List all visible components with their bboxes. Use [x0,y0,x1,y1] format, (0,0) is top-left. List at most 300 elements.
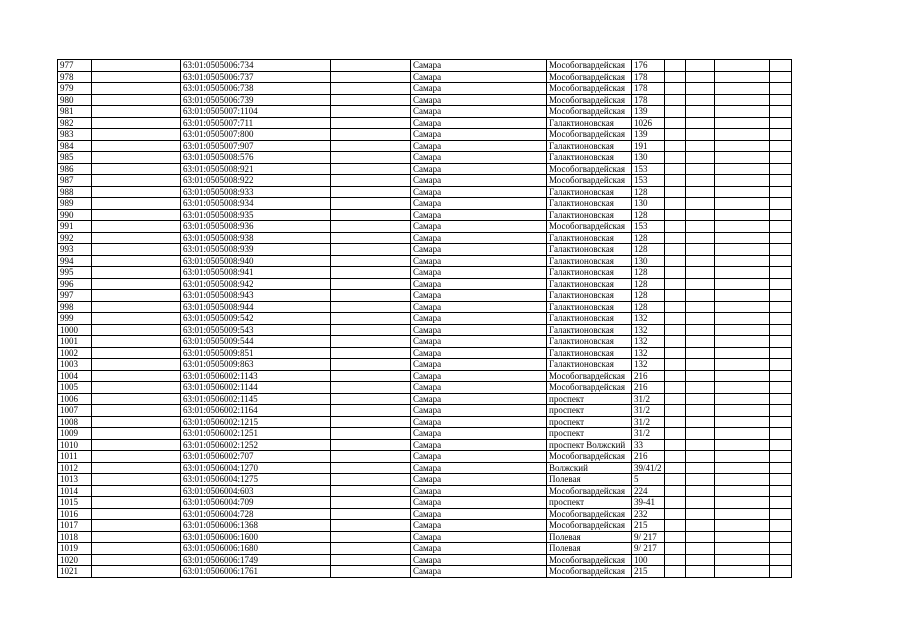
extra-col-cell [769,129,791,141]
cadastral-number-cell: 63:01:0505008:934 [181,198,331,210]
row-number-cell: 1007 [58,405,92,417]
blank-col-cell [92,520,181,532]
house-number-cell: 31/2 [632,393,665,405]
house-number-cell: 139 [632,129,665,141]
blank-col-cell [92,393,181,405]
cadastral-number-cell: 63:01:0505008:933 [181,186,331,198]
city-cell: Самара [411,531,547,543]
extra-col-cell [685,198,714,210]
street-cell: Мособогвардейская [547,382,632,394]
table-row [58,106,792,118]
blank-col-cell [331,520,411,532]
extra-col-cell [664,497,685,509]
street-cell: проспект Волжский [547,439,632,451]
row-number-cell: 987 [58,175,92,187]
house-number-cell: 153 [632,221,665,233]
table-row [58,428,792,440]
row-number-cell: 1002 [58,347,92,359]
street-cell: проспект [547,416,632,428]
extra-col-cell [714,106,769,118]
extra-col-cell [769,290,791,302]
extra-col-cell [769,405,791,417]
table-row [58,267,792,279]
cadastral-number-cell: 63:01:0505009:544 [181,336,331,348]
street-cell: Галактионовская [547,324,632,336]
blank-col-cell [92,566,181,578]
house-number-cell: 232 [632,508,665,520]
city-cell: Самара [411,106,547,118]
blank-col-cell [331,163,411,175]
row-number-cell: 1005 [58,382,92,394]
extra-col-cell [664,71,685,83]
row-number-cell: 983 [58,129,92,141]
extra-col-cell [714,474,769,486]
house-number-cell: 153 [632,163,665,175]
blank-col-cell [331,474,411,486]
extra-col-cell [664,543,685,555]
extra-col-cell [664,198,685,210]
blank-col-cell [331,531,411,543]
table-row [58,543,792,555]
row-number-cell: 1013 [58,474,92,486]
blank-col-cell [92,324,181,336]
extra-col-cell [714,244,769,256]
table-row [58,152,792,164]
extra-col-cell [664,221,685,233]
row-number-cell: 996 [58,278,92,290]
house-number-cell: 178 [632,83,665,95]
extra-col-cell [664,106,685,118]
cadastral-number-cell: 63:01:0506004:1275 [181,474,331,486]
extra-col-cell [664,370,685,382]
blank-col-cell [92,140,181,152]
extra-col-cell [685,474,714,486]
blank-col-cell [92,106,181,118]
extra-col-cell [685,531,714,543]
city-cell: Самара [411,278,547,290]
extra-col-cell [664,129,685,141]
extra-col-cell [685,71,714,83]
table-row [58,416,792,428]
extra-col-cell [664,428,685,440]
extra-col-cell [685,428,714,440]
extra-col-cell [685,324,714,336]
extra-col-cell [714,175,769,187]
extra-col-cell [664,324,685,336]
street-cell: Мособогвардейская [547,451,632,463]
blank-col-cell [92,359,181,371]
extra-col-cell [769,221,791,233]
extra-col-cell [664,140,685,152]
row-number-cell: 988 [58,186,92,198]
row-number-cell: 1020 [58,554,92,566]
blank-col-cell [92,267,181,279]
city-cell: Самара [411,497,547,509]
blank-col-cell [92,485,181,497]
extra-col-cell [714,497,769,509]
row-number-cell: 1000 [58,324,92,336]
blank-col-cell [331,106,411,118]
extra-col-cell [714,554,769,566]
extra-col-cell [685,393,714,405]
street-cell: Галактионовская [547,198,632,210]
street-cell: Полевая [547,543,632,555]
extra-col-cell [769,531,791,543]
table-row [58,462,792,474]
house-number-cell: 176 [632,60,665,72]
street-cell: Галактионовская [547,117,632,129]
blank-col-cell [92,497,181,509]
blank-col-cell [331,60,411,72]
house-number-cell: 31/2 [632,428,665,440]
street-cell: Галактионовская [547,267,632,279]
extra-col-cell [685,370,714,382]
extra-col-cell [685,221,714,233]
house-number-cell: 130 [632,198,665,210]
house-number-cell: 139 [632,106,665,118]
house-number-cell: 39-41 [632,497,665,509]
table-row [58,485,792,497]
house-number-cell: 132 [632,359,665,371]
table-row [58,359,792,371]
blank-col-cell [331,267,411,279]
city-cell: Самара [411,324,547,336]
blank-col-cell [331,152,411,164]
house-number-cell: 31/2 [632,405,665,417]
cadastral-number-cell: 63:01:0505009:851 [181,347,331,359]
cadastral-number-cell: 63:01:0505008:938 [181,232,331,244]
blank-col-cell [331,416,411,428]
extra-col-cell [714,508,769,520]
extra-col-cell [769,152,791,164]
blank-col-cell [331,462,411,474]
blank-col-cell [331,94,411,106]
blank-col-cell [331,543,411,555]
city-cell: Самара [411,462,547,474]
extra-col-cell [769,370,791,382]
street-cell: проспект [547,405,632,417]
cadastral-number-cell: 63:01:0506006:1368 [181,520,331,532]
house-number-cell: 128 [632,301,665,313]
extra-col-cell [769,451,791,463]
extra-col-cell [664,382,685,394]
extra-col-cell [664,485,685,497]
extra-col-cell [664,462,685,474]
table-row [58,117,792,129]
cadastral-number-cell: 63:01:0505008:935 [181,209,331,221]
extra-col-cell [769,428,791,440]
extra-col-cell [769,186,791,198]
extra-col-cell [664,83,685,95]
blank-col-cell [92,94,181,106]
extra-col-cell [685,520,714,532]
blank-col-cell [92,232,181,244]
street-cell: Мособогвардейская [547,71,632,83]
extra-col-cell [664,117,685,129]
street-cell: Галактионовская [547,290,632,302]
extra-col-cell [714,313,769,325]
blank-col-cell [331,255,411,267]
row-number-cell: 1003 [58,359,92,371]
cadastral-number-cell: 63:01:0505006:737 [181,71,331,83]
table-row [58,278,792,290]
table-row [58,531,792,543]
extra-col-cell [664,290,685,302]
blank-col-cell [92,60,181,72]
extra-col-cell [685,175,714,187]
cadastral-number-cell: 63:01:0505008:922 [181,175,331,187]
city-cell: Самара [411,175,547,187]
street-cell: Мособогвардейская [547,566,632,578]
extra-col-cell [769,117,791,129]
city-cell: Самара [411,290,547,302]
table-row [58,336,792,348]
extra-col-cell [714,198,769,210]
blank-col-cell [92,439,181,451]
blank-col-cell [92,209,181,221]
cadastral-number-cell: 63:01:0506006:1680 [181,543,331,555]
extra-col-cell [685,106,714,118]
extra-col-cell [714,566,769,578]
extra-col-cell [769,393,791,405]
cadastral-number-cell: 63:01:0505009:542 [181,313,331,325]
house-number-cell: 216 [632,370,665,382]
cadastral-number-cell: 63:01:0505008:942 [181,278,331,290]
street-cell: Галактионовская [547,336,632,348]
blank-col-cell [331,497,411,509]
city-cell: Самара [411,485,547,497]
house-number-cell: 130 [632,152,665,164]
extra-col-cell [769,198,791,210]
city-cell: Самара [411,347,547,359]
city-cell: Самара [411,140,547,152]
extra-col-cell [714,209,769,221]
city-cell: Самара [411,336,547,348]
cadastral-number-cell: 63:01:0506002:707 [181,451,331,463]
city-cell: Самара [411,405,547,417]
table-row [58,221,792,233]
table-row [58,255,792,267]
city-cell: Самара [411,198,547,210]
row-number-cell: 1010 [58,439,92,451]
extra-col-cell [769,347,791,359]
blank-col-cell [331,198,411,210]
row-number-cell: 980 [58,94,92,106]
extra-col-cell [769,439,791,451]
extra-col-cell [664,163,685,175]
blank-col-cell [331,382,411,394]
row-number-cell: 1019 [58,543,92,555]
blank-col-cell [92,129,181,141]
blank-col-cell [331,554,411,566]
street-cell: Галактионовская [547,359,632,371]
row-number-cell: 993 [58,244,92,256]
blank-col-cell [331,485,411,497]
blank-col-cell [92,370,181,382]
extra-col-cell [685,209,714,221]
row-number-cell: 1012 [58,462,92,474]
blank-col-cell [92,83,181,95]
table-row [58,520,792,532]
blank-col-cell [92,382,181,394]
street-cell: Галактионовская [547,255,632,267]
street-cell: Галактионовская [547,209,632,221]
cadastral-number-cell: 63:01:0505006:738 [181,83,331,95]
house-number-cell: 178 [632,94,665,106]
blank-col-cell [92,186,181,198]
cadastral-number-cell: 63:01:0505007:711 [181,117,331,129]
extra-col-cell [769,543,791,555]
extra-col-cell [664,267,685,279]
extra-col-cell [685,313,714,325]
extra-col-cell [714,382,769,394]
extra-col-cell [769,497,791,509]
blank-col-cell [92,117,181,129]
extra-col-cell [769,554,791,566]
blank-col-cell [331,439,411,451]
city-cell: Самара [411,359,547,371]
street-cell: Галактионовская [547,232,632,244]
extra-col-cell [714,520,769,532]
table-row [58,163,792,175]
extra-col-cell [664,232,685,244]
extra-col-cell [714,152,769,164]
cadastral-number-cell: 63:01:0505009:543 [181,324,331,336]
cadastral-number-cell: 63:01:0506002:1164 [181,405,331,417]
extra-col-cell [685,508,714,520]
extra-col-cell [685,94,714,106]
house-number-cell: 215 [632,566,665,578]
blank-col-cell [331,244,411,256]
street-cell: Галактионовская [547,347,632,359]
row-number-cell: 1006 [58,393,92,405]
street-cell: Волжский [547,462,632,474]
extra-col-cell [685,163,714,175]
extra-col-cell [769,382,791,394]
city-cell: Самара [411,152,547,164]
house-number-cell: 128 [632,290,665,302]
row-number-cell: 1009 [58,428,92,440]
cadastral-number-cell: 63:01:0506002:1144 [181,382,331,394]
row-number-cell: 1018 [58,531,92,543]
city-cell: Самара [411,416,547,428]
blank-col-cell [92,255,181,267]
blank-col-cell [331,451,411,463]
street-cell: Мособогвардейская [547,221,632,233]
extra-col-cell [664,186,685,198]
row-number-cell: 979 [58,83,92,95]
blank-col-cell [331,140,411,152]
extra-col-cell [664,439,685,451]
extra-col-cell [685,382,714,394]
extra-col-cell [685,485,714,497]
row-number-cell: 1004 [58,370,92,382]
street-cell: Полевая [547,474,632,486]
street-cell: Галактионовская [547,186,632,198]
extra-col-cell [685,497,714,509]
cadastral-number-cell: 63:01:0506004:1270 [181,462,331,474]
blank-col-cell [92,152,181,164]
blank-col-cell [331,117,411,129]
blank-col-cell [92,462,181,474]
street-cell: Галактионовская [547,244,632,256]
row-number-cell: 1017 [58,520,92,532]
extra-col-cell [714,416,769,428]
blank-col-cell [331,83,411,95]
street-cell: Мособогвардейская [547,129,632,141]
extra-col-cell [714,83,769,95]
row-number-cell: 990 [58,209,92,221]
extra-col-cell [664,278,685,290]
extra-col-cell [769,508,791,520]
extra-col-cell [714,232,769,244]
extra-col-cell [685,462,714,474]
row-number-cell: 1011 [58,451,92,463]
cadastral-number-cell: 63:01:0506004:603 [181,485,331,497]
street-cell: Галактионовская [547,140,632,152]
extra-col-cell [685,186,714,198]
cadastral-number-cell: 63:01:0505009:863 [181,359,331,371]
extra-col-cell [769,255,791,267]
blank-col-cell [331,428,411,440]
row-number-cell: 997 [58,290,92,302]
table-row [58,94,792,106]
extra-col-cell [714,336,769,348]
house-number-cell: 9/ 217 [632,531,665,543]
city-cell: Самара [411,94,547,106]
city-cell: Самара [411,221,547,233]
extra-col-cell [769,244,791,256]
extra-col-cell [714,186,769,198]
street-cell: Мособогвардейская [547,520,632,532]
extra-col-cell [685,554,714,566]
extra-col-cell [769,175,791,187]
house-number-cell: 33 [632,439,665,451]
house-number-cell: 224 [632,485,665,497]
city-cell: Самара [411,451,547,463]
row-number-cell: 1001 [58,336,92,348]
blank-col-cell [331,129,411,141]
blank-col-cell [92,347,181,359]
city-cell: Самара [411,520,547,532]
cadastral-number-cell: 63:01:0506006:1749 [181,554,331,566]
extra-col-cell [714,221,769,233]
extra-col-cell [664,405,685,417]
row-number-cell: 989 [58,198,92,210]
street-cell: Галактионовская [547,278,632,290]
cadastral-number-cell: 63:01:0505006:739 [181,94,331,106]
city-cell: Самара [411,267,547,279]
house-number-cell: 9/ 217 [632,543,665,555]
cadastral-number-cell: 63:01:0505007:907 [181,140,331,152]
extra-col-cell [714,370,769,382]
house-number-cell: 132 [632,324,665,336]
blank-col-cell [331,278,411,290]
blank-col-cell [331,508,411,520]
extra-col-cell [664,508,685,520]
extra-col-cell [685,359,714,371]
street-cell: Мособогвардейская [547,508,632,520]
city-cell: Самара [411,83,547,95]
cadastral-number-cell: 63:01:0506006:1600 [181,531,331,543]
city-cell: Самара [411,244,547,256]
extra-col-cell [769,520,791,532]
extra-col-cell [714,462,769,474]
extra-col-cell [664,554,685,566]
table-row [58,129,792,141]
extra-col-cell [685,255,714,267]
row-number-cell: 999 [58,313,92,325]
